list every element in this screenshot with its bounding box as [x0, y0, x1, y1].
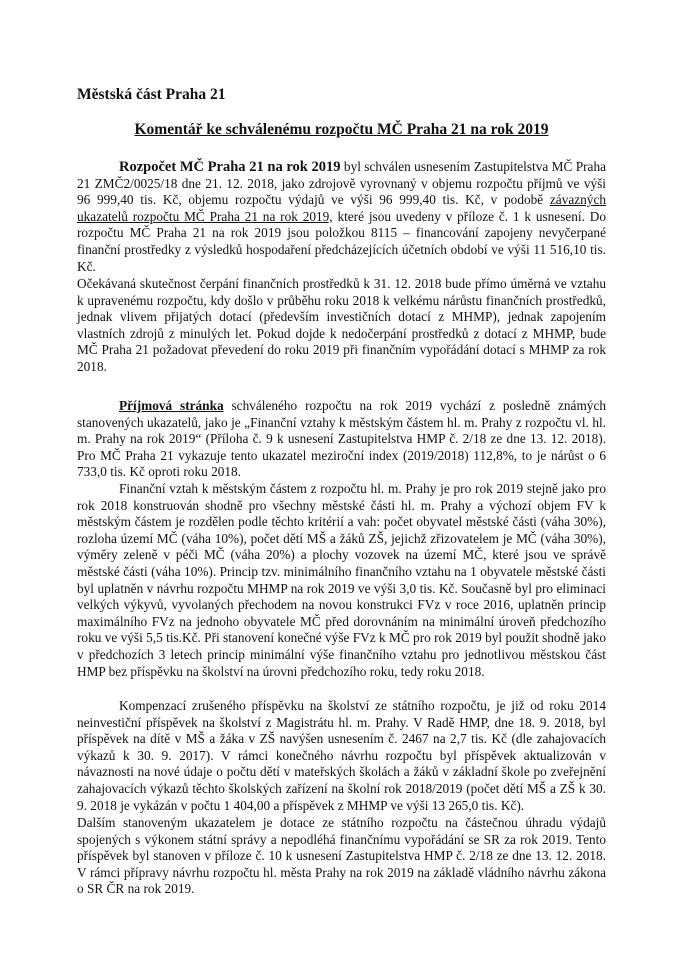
paragraph-lead: Příjmová stránka: [119, 398, 224, 413]
paragraph-expected-spending: Očekávaná skutečnost čerpání finančních prostředků k 31. 12. 2018 bude přímo úměrná ve vztahu k upravenému rozpočtu, kdy došlo v průběhu roku 2018 k velkému nárůstu finančních prostředků, jednak vlivem přijatých dotací (především investičních dotací z MHMP), jednak zapojením vlastních zdrojů z minulých let. Pokud dojde k nedočerpání prostředků z dotací z MHMP, bude MČ Praha 21 požadovat převedení do roku 2019 při finančním vypořádání dotací s MHMP za rok 2018.: [77, 276, 606, 374]
document-title: Komentář ke schválenému rozpočtu MČ Praha 21 na rok 2019: [134, 121, 549, 138]
paragraph-financial-relation: Finanční vztah k městským částem z rozpočtu hl. m. Prahy je pro rok 2019 stejně jako pro rok 2018 konstruován shodně pro všechny městské části hl. m. Prahy a výchozí objem FV k městským částem je rozdělen podle těchto kritérií a vah: počet obyvatel městské části (váha 30%), rozloha území MČ (váha 10%), počet dětí MŠ a žáků ZŠ, jejichž zřizovatelem je MČ (váha 30%), výměry zeleně v péči MČ (váha 20%) a plochy vozovek na území MČ, které jsou ve správě městské části (váha 10%). Princip tzv. minimálního finančního vztahu na 1 obyvatele městské části byl uplatněn v návrhu rozpočtu MHMP na rok 2019 ve výši 3,0 tis. Kč. Současně byl pro eliminaci velkých výkyvů, vyvolaných přechodem na novou konstrukci FVz v roce 2016, uplatněn princip maximálního FVz na jednoho obyvatele MČ před dorovnáním na minimální úroveň předchozího roku ve výši 5,5 tis.Kč. Při stanovení konečné výše FVz k MČ pro rok 2019 byl použit shodně jako v předchozích 3 letech princip minimální výše finančního vztahu pro jednotlivou městskou část HMP bez příspěvku na školství na úrovni předchozího roku, tedy roku 2018.: [77, 481, 606, 679]
paragraph-state-subsidy: Dalším stanoveným ukazatelem je dotace ze státního rozpočtu na částečnou úhradu výdajů spojených s výkonem státní správy a nepodléhá finančnímu vypořádání se SR za rok 2019. Tento příspěvek byl stanoven v příloze č. 10 k usnesení Zastupitelstva HMP č. 2/18 ze dne 13. 12. 2018. V rámci přípravy návrhu rozpočtu hl. města Prahy na rok 2019 na základě vládního návrhu zákona o SR ČR na rok 2019.: [77, 815, 606, 897]
paragraph-text: byl schválen usnesením Zastupitelstva MČ Praha 21 ZMČ2/0025/18 dne 21. 12. 2018, jako zdrojově vyrovnaný v objemu rozpočtu příjmů ve výši 96 999,40 tis. Kč, objemu rozpočtu výdajů ve výši 96 999,40 tis. Kč, v podobě: [77, 159, 606, 208]
paragraph-lead: Rozpočet MČ Praha 21 na rok 2019: [119, 159, 341, 175]
binding-indicators-link[interactable]: závazných ukazatelů rozpočtu MČ Praha 21 na rok 2019,: [77, 192, 606, 224]
paragraph-text: schváleného rozpočtu na rok 2019 vychází z posledně známých stanovených ukazatelů, jako je „Finanční vztahy k městským částem hl. m. Prahy z rozpočtu vl. hl. m. Prahy na rok 2019“ (Příloha č. 9 k usnesení Zastupitelstva HMP č. 2/18 ze dne 13. 12. 2018). Pro MČ Praha 21 vykazuje tento ukazatel meziroční index (2019/2018) 112,8%, to je nárůst o 6 733,0 tis. Kč oproti roku 2018.: [77, 398, 606, 480]
paragraph-revenue-side: [77, 398, 606, 481]
paragraph-text: které jsou uvedeny v příloze č. 1 k usnesení. Do rozpočtu MČ Praha 21 na rok 2019 jsou položkou 8115 – financování zapojeny nevyčerpané finanční prostředky z výsledků hospodaření předcházejících účetních období ve výši 11 516,10 tis. Kč.: [77, 208, 607, 274]
organization-heading: Městská část Praha 21: [77, 86, 226, 103]
paragraph-budget-approval: [77, 159, 606, 275]
paragraph-school-compensation: Kompenzací zrušeného příspěvku na školství ze státního rozpočtu, je již od roku 2014 neinvestiční příspěvek na školství z Magistrátu hl. m. Prahy. V Radě HMP, dne 18. 9. 2018, byl příspěvek na dítě v MŠ a žáka v ZŠ navýšen usnesením č. 2467 na 2,7 tis. Kč (dle zahajovacích výkazů k 30. 9. 2017). V rámci konečného návrhu rozpočtu byl příspěvek aktualizován v návaznosti na nové údaje o počtu dětí v mateřských školách a žáků v základní škole po zveřejnění zahajovacích výkazů těchto školských zařízení na školní rok 2018/2019 (počet dětí MŠ a ZŠ k 30. 9. 2018 je vykázán v počtu 1 404,00 a příspěvek z MHMP ve výši 13 265,0 tis. Kč).: [77, 698, 606, 813]
